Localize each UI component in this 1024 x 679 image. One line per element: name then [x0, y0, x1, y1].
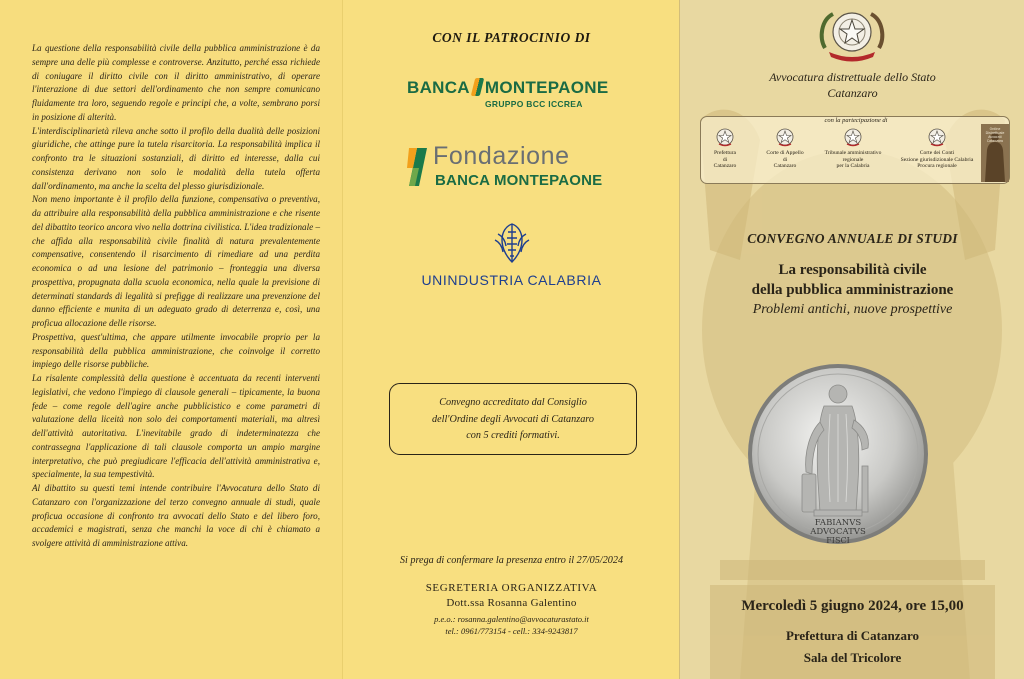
paragraph: Non meno importante è il profilo della funzione, compensativa o preventiva, da attribuire alla responsabilità della pubblica amministrazione e che risente del dibattito teorico ancora vivo nella dottrina civilistica. L'idea tradizionale – che affida alla responsabilità civile finalità di natura prevalentemente compensative, consentendo il risarcimento di rimediare ad una perdita economica o ad una lesione del patrimonio – fronteggia una diversa prospettiva, propugnata dalla scuola economica, nella quale la previsione di determinati standards di legalità si prefigge di realizzare una prevenzione del danno efficiente e munita di un adeguato grado di deterrenza e, così, una proficua allocazione delle risorse. [32, 194, 320, 328]
coin-inscription: ADVOCATVS [810, 527, 866, 537]
ordine-line: Avvocati [988, 135, 1002, 139]
bank-name-right: MONTEPAONE [484, 78, 609, 97]
paragraph: L'interdisciplinarietà rileva anche sotto il profilo della dualità delle posizioni giuridiche, che attinge pure la tutela risarcitoria. La responsabilità implica il confronto tra le situazioni sostanziali, di diritto ed interesse, dalla cui consistenza derivano non solo le modalità della tutela offerta dall'ordinamento, ma anche la scelta del plesso giurisdizionale. [32, 125, 320, 191]
republic-emblem-icon [843, 127, 863, 147]
fondazione-mark-icon [407, 146, 429, 188]
event-title: La responsabilità civile della pubblica amministrazione [751, 262, 954, 298]
participant-tar: Tribunale amministrativo regionale per la Calabria [817, 127, 889, 170]
republic-emblem-icon [775, 127, 795, 147]
secretariat-phone: tel.: 0961/773154 - cell.: 334-9243817 [445, 626, 578, 636]
secretariat-email: p.e.o.: rosanna.galentino@avvocaturastato.it [434, 614, 589, 624]
right-panel [679, 0, 1024, 679]
banca-montepaone-logo [407, 78, 617, 118]
unindustria-logo [343, 220, 680, 288]
italian-republic-emblem-icon [815, 4, 889, 64]
ordine-line: Ordine [989, 127, 1001, 131]
coin-inscription: FABIANVS [814, 518, 862, 528]
bank-group-label: GRUPPO BCC ICCREA [485, 99, 583, 109]
eagle-icon [492, 220, 532, 264]
accreditation-line: dell'Ordine degli Avvocati di Catanzaro [432, 413, 594, 425]
institution-name: Avvocatura distrettuale dello Stato Catanzaro [769, 70, 936, 100]
fondazione-title: Fondazione [433, 142, 570, 170]
introduction-text [32, 42, 320, 551]
event-subtitle: Problemi antichi, nuove prospettive [752, 302, 953, 317]
paragraph: Prospettiva, quest'ultima, che appare utilmente invocabile proprio per la responsabilità della pubblica amministrazione, che coinvolge il corretto impiego delle risorse pubbliche. [32, 331, 320, 370]
rsvp-note: Si prega di confermare la presenza entro il 27/05/2024 [399, 555, 624, 566]
ordine-line: Distrettuale [985, 131, 1005, 135]
paragraph: La risalente complessità della questione è accentuata da recenti interventi legislativi, che vedono l'impiego di clausole generali – tipicamente, la buona fede – come regole dell'agire anche pubblicistico e come parametri di valutazione della liceità non solo dei comportamenti materiali, ma altresì dell'attività autoritativa. L'inevitabile grado di indeterminatezza che contrassegna l'applicazione di tali clausole comporta un ampio margine interpretativo, che può pregiudicare l'efficacia dell'attività amministrativa e, specialmente, la sua tempestività. [32, 373, 320, 480]
organizing-secretariat [343, 582, 680, 637]
patronage-heading: CON IL PATROCINIO DI [432, 30, 591, 45]
bar-association-logo [981, 124, 1009, 182]
unindustria-label: UNINDUSTRIA CALABRIA [421, 272, 602, 288]
participant-corte-appello: Corte di Appello di Catanzaro [759, 127, 811, 170]
ordine-line: Catanzaro [986, 139, 1004, 143]
middle-panel [342, 0, 679, 679]
paragraph: Al dibattito su questi temi intende contribuire l'Avvocatura dello Stato di Catanzaro con l'organizzazione del terzo convegno annuale di studi, quale proficua occasione di confronto tra avvocati dello Stato e del libero foro, accademici e magistrati, senza che manchi la voce di chi è chiamato a svolgere attività di amministrazione attiva. [32, 483, 320, 548]
republic-emblem-icon [927, 127, 947, 147]
accreditation-line: con 5 crediti formativi. [466, 430, 560, 441]
event-date: Mercoledì 5 giugno 2024, ore 15,00 [741, 598, 964, 614]
secretariat-contact-name: Dott.ssa Rosanna Galentino [446, 597, 577, 609]
event-venue: Prefettura di Catanzaro Sala del Tricolore [785, 628, 920, 665]
fondazione-logo [407, 142, 637, 192]
coin-inscription: FISCI [826, 536, 850, 545]
paragraph: La questione della responsabilità civile della pubblica amministrazione è da sempre una delle più complesse e controverse. Anzitutto, perché essa richiede di coniugare il diritto civile con il diritto amministrativo, di operare l'interazione di due settori dell'ordinamento che non sempre comunicano fluidamente tra loro, seguendo regole e principi che, a volte, sembrano porsi in posizione di alterità. [32, 43, 320, 122]
participants-box [700, 116, 1010, 184]
left-panel [0, 0, 342, 679]
accreditation-box [389, 383, 637, 455]
background-statue-watermark [680, 0, 1024, 679]
fondazione-subtitle: BANCA MONTEPAONE [435, 172, 603, 189]
accreditation-line: Convegno accreditato dal Consiglio [439, 397, 587, 408]
secretariat-title: SEGRETERIA ORGANIZZATIVA [425, 582, 598, 594]
bank-mark-icon [471, 78, 484, 96]
participants-title: con la partecipazione di [824, 117, 888, 124]
participant-corte-conti: Corte dei Conti Sezione giurisdizionale Calabria Procura regionale [895, 127, 979, 170]
coin-medal-image [746, 362, 930, 546]
bank-name-left: BANCA [407, 78, 470, 97]
republic-emblem-icon [715, 127, 735, 147]
event-type-heading: CONVEGNO ANNUALE DI STUDI [747, 231, 958, 246]
participant-prefettura: Prefettura di Catanzaro [705, 127, 745, 170]
